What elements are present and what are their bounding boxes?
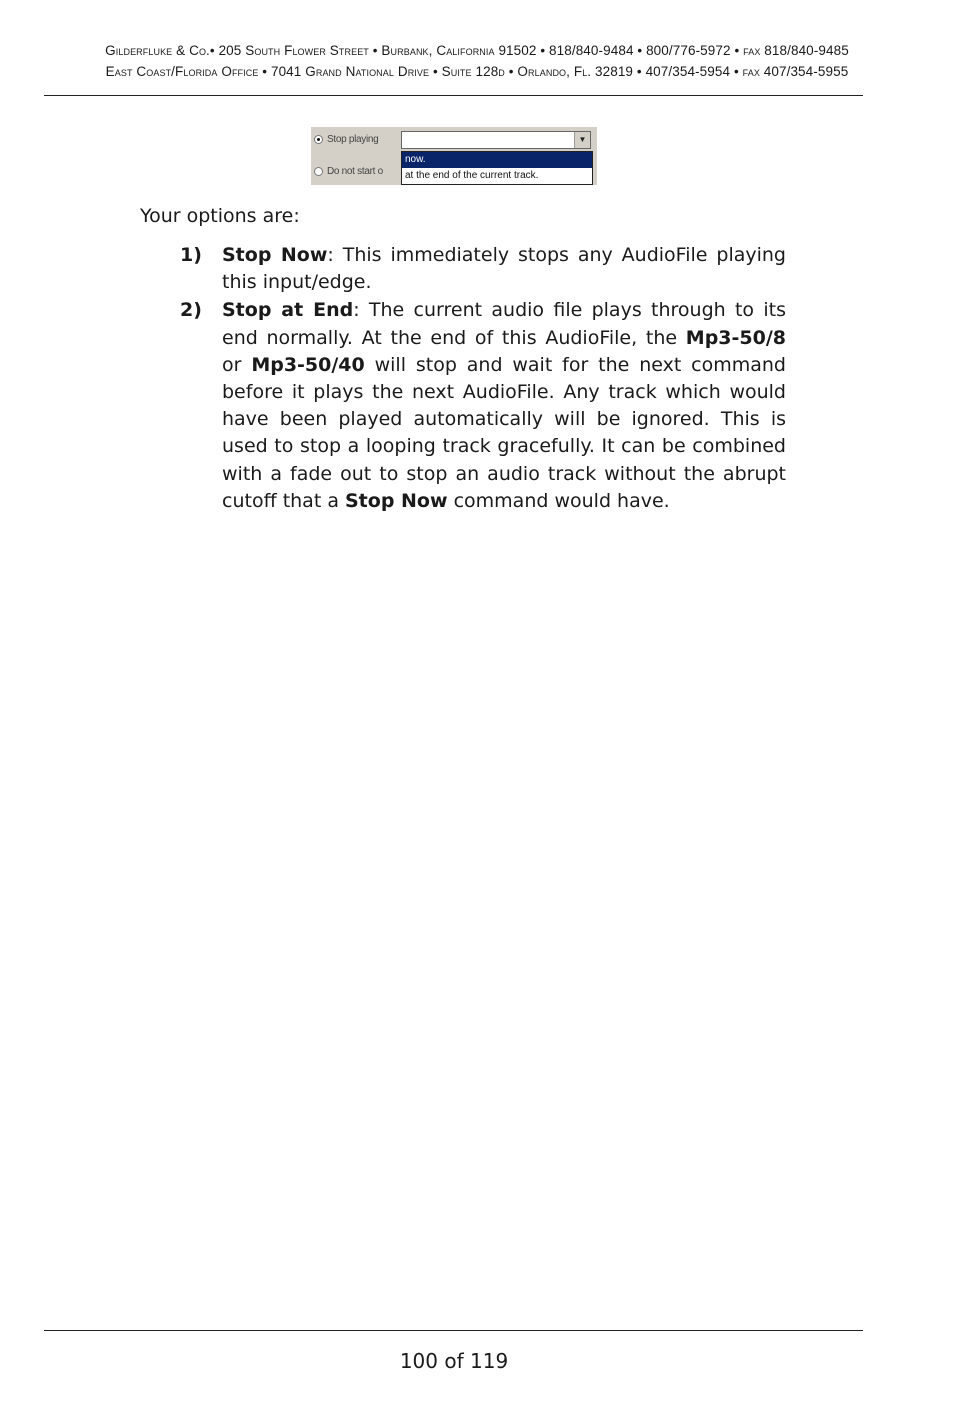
chevron-down-icon: ▼ (574, 132, 590, 148)
options-intro: Your options are: (140, 205, 300, 227)
option-term-reference: Stop Now (345, 489, 448, 512)
model-name: Mp3-50/40 (251, 353, 365, 376)
list-item (180, 297, 786, 515)
header-rule (44, 95, 863, 96)
footer-rule (44, 1330, 863, 1331)
option-description-part: command would have. (447, 489, 670, 512)
option-description-part: or (222, 353, 252, 376)
option-term: Stop at End (222, 299, 354, 322)
page-header (0, 40, 954, 82)
radio-stop-playing-label: Stop playing (327, 134, 379, 145)
stop-mode-dropdown-list (401, 151, 593, 185)
option-description: : This immediately stops any AudioFile playing this input/edge. (222, 244, 786, 294)
radio-checked-icon (314, 135, 323, 144)
header-address-line-1: Gilderfluke & Co.• 205 South Flower Street • Burbank, California 91502 • 818/840-9484 • 800/776-5972 • fax 818/840-9485 (105, 43, 849, 58)
list-number: 2) (180, 299, 202, 322)
list-item (180, 242, 786, 296)
radio-do-not-start (314, 166, 383, 177)
dropdown-option-now: now. (402, 152, 592, 168)
dialog-screenshot (311, 127, 597, 185)
radio-do-not-start-label: Do not start o (327, 166, 383, 177)
option-term: Stop Now (222, 244, 328, 266)
stop-mode-combobox (401, 131, 591, 149)
options-list (180, 242, 786, 516)
page-number: 100 of 119 (399, 1349, 509, 1373)
option-description-part: : The current audio file plays through to its end normally. At the end of this AudioFile, the (222, 299, 786, 349)
list-number: 1) (180, 244, 202, 266)
radio-unchecked-icon (314, 167, 323, 176)
header-address-line-2: East Coast/Florida Office • 7041 Grand National Drive • Suite 128d • Orlando, Fl. 32819 • 407/354-5954 • fax 407/354-5955 (105, 64, 849, 79)
model-name: Mp3-50/8 (685, 326, 786, 349)
radio-stop-playing (314, 134, 378, 145)
dropdown-option-end-of-track: at the end of the current track. (405, 170, 539, 181)
option-description-part: will stop and wait for the next command before it plays the next AudioFile. Any track which would have been played automatically will be ignored. This is used to stop a looping track gracefully. It can be combined with a fade out to stop an audio track without the abrupt cutoff that a (222, 353, 786, 512)
